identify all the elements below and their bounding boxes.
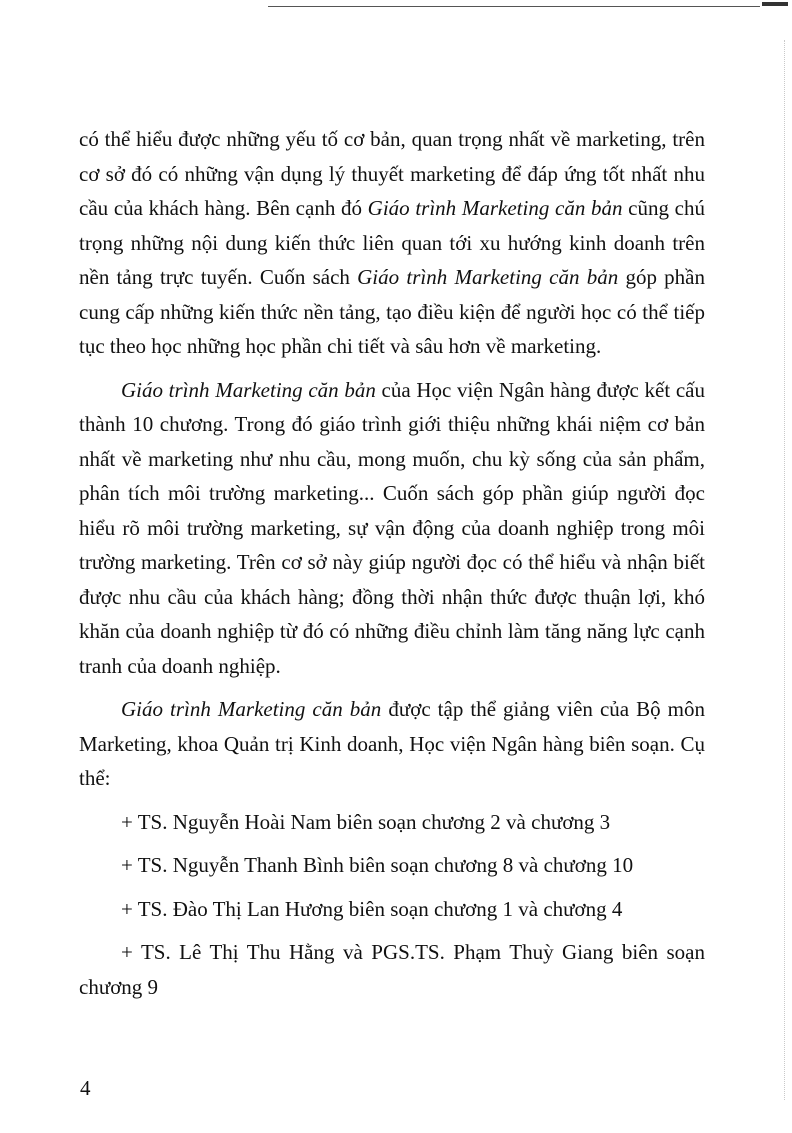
page-edge bbox=[784, 40, 786, 1100]
paragraph-intro-continued: có thể hiểu được những yếu tố cơ bản, quan trọng nhất về marketing, trên cơ sở đó có những vận dụng lý thuyết marketing để đáp ứng tốt nhất nhu cầu của khách hàng. Bên cạnh đó Giáo trình Marketing căn bản cũng chú trọng những nội dung kiến thức liên quan tới xu hướng kinh doanh trên nền tảng trực tuyến. Cuốn sách Giáo trình Marketing căn bản góp phần cung cấp những kiến thức nền tảng, tạo điều kiện để người học có thể tiếp tục theo học những học phần chi tiết và sâu hơn về marketing. bbox=[79, 127, 706, 358]
page-body bbox=[79, 122, 705, 1004]
author-item: + TS. Nguyễn Thanh Bình biên soạn chương 8 và chương 10 bbox=[121, 853, 634, 877]
book-title: Giáo trình Marketing căn bản bbox=[121, 377, 376, 402]
book-title: Giáo trình Marketing căn bản bbox=[357, 265, 619, 289]
author-item: + TS. Đào Thị Lan Hương biên soạn chương 1 và chương 4 bbox=[121, 896, 623, 921]
book-title: Giáo trình Marketing căn bản bbox=[367, 196, 623, 220]
paragraph-structure: Giáo trình Marketing căn bản của Học viện Ngân hàng được kết cấu thành 10 chương. Trong đó giáo trình giới thiệu những khái niệm cơ bản nhất về marketing như nhu cầu, mong muốn, chu kỳ sống của sản phẩm, phân tích môi trường marketing... Cuốn sách góp phần giúp người đọc hiểu rõ môi trường marketing, sự vận động của doanh nghiệp trong môi trường marketing. Trên cơ sở này giúp người đọc có thể hiểu và nhận biết được nhu cầu của khách hàng; đồng thời nhận thức được thuận lợi, khó khăn của doanh nghiệp từ đó có những điều chỉnh làm tăng năng lực cạnh tranh của doanh nghiệp. bbox=[79, 377, 705, 678]
page-number: 4 bbox=[80, 1076, 91, 1100]
book-title: Giáo trình Marketing căn bản bbox=[121, 697, 382, 721]
top-rule bbox=[268, 6, 760, 7]
paragraph-authors-intro: Giáo trình Marketing căn bản được tập thể giảng viên của Bộ môn Marketing, khoa Quản trị Kinh doanh, Học viện Ngân hàng biên soạn. Cụ thể: bbox=[79, 697, 706, 790]
author-item: + TS. Lê Thị Thu Hằng và PGS.TS. Phạm Thuỳ Giang biên soạn chương 9 bbox=[79, 940, 705, 999]
author-item: + TS. Nguyễn Hoài Nam biên soạn chương 2 và chương 3 bbox=[121, 809, 611, 834]
corner-mark bbox=[762, 2, 788, 6]
